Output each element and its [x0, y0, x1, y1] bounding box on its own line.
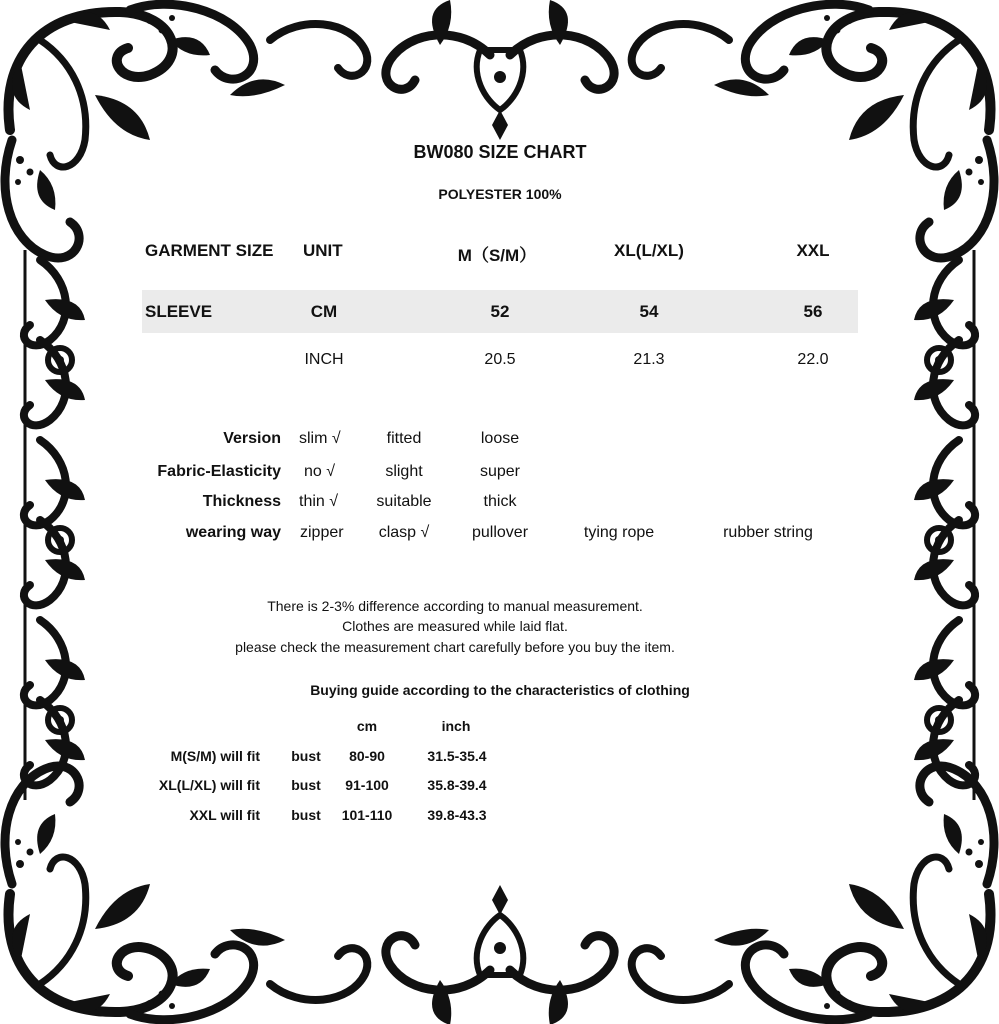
- material-label: POLYESTER 100%: [438, 186, 562, 202]
- guide-row-size: XL(L/XL) will fit: [158, 777, 260, 793]
- guide-row-size: M(S/M) will fit: [170, 748, 260, 764]
- attr-wearing-option: rubber string: [723, 524, 813, 541]
- row-sleeve-unit-cm: CM: [310, 302, 338, 321]
- guide-header-inch: inch: [441, 718, 471, 734]
- attr-version-label: Version: [223, 430, 281, 447]
- guide-row-part: bust: [291, 777, 321, 793]
- sleeve-cm-xl: 54: [639, 302, 659, 321]
- guide-header-cm: cm: [356, 718, 378, 734]
- sleeve-inch-xxl: 22.0: [797, 351, 829, 368]
- guide-row-part: bust: [291, 807, 321, 823]
- note-line: There is 2-3% difference according to manual measurement.: [267, 598, 643, 614]
- header-size-xxl: XXL: [796, 241, 830, 260]
- attr-wearing-option: clasp √: [378, 524, 430, 541]
- attr-wearing-option: zipper: [300, 524, 344, 541]
- attr-elasticity-option: slight: [385, 463, 423, 480]
- header-unit: UNIT: [303, 241, 343, 260]
- attr-elasticity-label: Fabric-Elasticity: [157, 463, 281, 480]
- attr-thickness-option: suitable: [376, 493, 432, 510]
- attr-thickness-label: Thickness: [202, 493, 281, 510]
- header-size-xl: XL(L/XL): [614, 241, 684, 260]
- attr-thickness-option: thick: [483, 493, 517, 510]
- guide-row-cm: 91-100: [345, 777, 389, 793]
- attr-version-option: fitted: [386, 430, 422, 447]
- guide-title: Buying guide according to the characteristics of clothing: [310, 682, 690, 698]
- guide-row-inch: 31.5-35.4: [427, 748, 487, 764]
- row-sleeve-label: SLEEVE: [145, 302, 213, 321]
- attr-version-option: loose: [480, 430, 520, 447]
- attr-wearing-way-label: wearing way: [185, 524, 281, 541]
- sleeve-inch-xl: 21.3: [633, 351, 665, 368]
- attr-thickness-option: thin √: [299, 493, 339, 510]
- guide-row-cm: 101-110: [341, 807, 393, 823]
- guide-row-inch: 35.8-39.4: [427, 777, 487, 793]
- sleeve-inch-m: 20.5: [484, 351, 516, 368]
- chart-title: BW080 SIZE CHART: [413, 142, 587, 162]
- guide-row-size: XXL will fit: [189, 807, 260, 823]
- attr-version-option: slim √: [299, 430, 341, 447]
- attr-wearing-option: pullover: [471, 524, 529, 541]
- guide-row-inch: 39.8-43.3: [427, 807, 487, 823]
- header-size-m: M（S/M）: [457, 246, 537, 265]
- attr-wearing-option: tying rope: [583, 524, 655, 541]
- note-line: please check the measurement chart carefully before you buy the item.: [235, 639, 675, 655]
- row-sleeve-unit-inch: INCH: [304, 351, 344, 368]
- attr-elasticity-option: no √: [304, 463, 336, 480]
- sleeve-cm-m: 52: [490, 302, 510, 321]
- sleeve-cm-xxl: 56: [803, 302, 823, 321]
- note-line: Clothes are measured while laid flat.: [342, 618, 568, 634]
- header-garment-size: GARMENT SIZE: [145, 241, 274, 260]
- guide-row-cm: 80-90: [349, 748, 385, 764]
- attr-elasticity-option: super: [479, 463, 521, 480]
- guide-row-part: bust: [291, 748, 321, 764]
